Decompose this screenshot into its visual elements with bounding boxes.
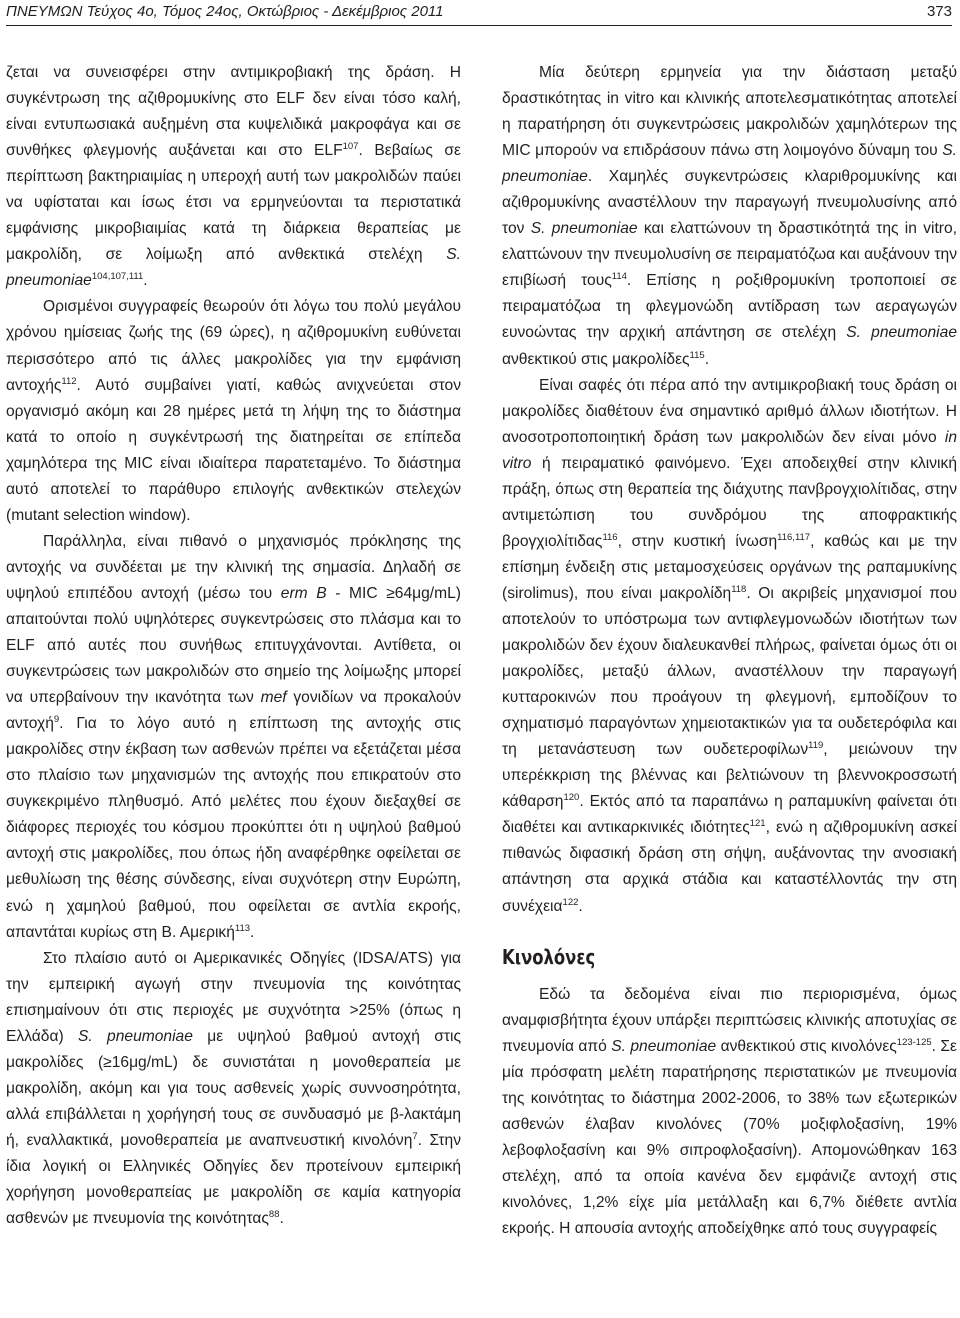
citation: 121: [749, 818, 766, 830]
paragraph: Ορισμένοι συγγραφείς θεωρούν ότι λόγω του πολύ μεγάλου χρόνου ημίσειας ζωής της (69 ώρες), η αζιθρομυκίνη ευθύνεται περισσότερο από τις άλλες μακρολίδες για την εμφάνιση αντοχής$^{112}$. Αυτό συμβαίνει γιατί, καθώς ανιχνεύεται στον οργανισμό ακόμη και 28 ημέρες μετά τη λήψη της το διάστημα κατά το οποίο η συγκέντρωσή της διατηρείται σε επίπεδα χαμηλότερα της MIC είναι ιδιαίτερα παρατεταμένο. Το διάστημα αυτό αποτελεί το παράθυρο επιλογής ανθεκτικών στελεχών (mutant selection window).: [6, 298, 461, 524]
organism-name: S. pneumoniae: [78, 1027, 193, 1045]
left-column: [6, 60, 461, 1232]
citation: 116: [602, 531, 618, 543]
organism-name: S. pneumoniae: [6, 246, 461, 290]
paragraph: Παράλληλα, είναι πιθανό ο μηχανισμός πρόκλησης της αντοχής να συνδέεται με την κλινική της σημασία. Δηλαδή σε υψηλού επιπέδου αντοχή (μέσω του erm B - MIC ≥64μg/mL) απαιτούνται πολύ υψηλότερες συγκεντρώσεις στο πλάσμα και το ELF από αυτές που συνήθως επιτυγχάνονται. Αντίθετα, οι συγκεντρώσεις των μακρολιδών στο σημείο της λοίμωξης μπορεί να υπερβαίνουν την ικανότητα των mef γονιδίων να προκαλούν αντοχή$^9$. Για το λόγο αυτό η επίπτωση της αντοχής στις μακρολίδες στην έκβαση των ασθενών πρέπει να εξετάζεται μέσα στο πλαίσιο των μηχανισμών της αντοχής που επικρατούν στο συγκεκριμένο πληθυσμό. Από μελέτες που έχουν διεξαχθεί σε διάφορες περιοχές του κόσμου προκύπτει ότι η υψηλού βαθμού αντοχή στις μακρολίδες, που όπως ήδη αναφέρθηκε οφείλεται σε μεθυλίωση της θέσης σύνδεσης, είναι συχνότερη στην Ευρώπη, ενώ η χαμηλού βαθμού, που οφείλεται σε αντλία εκροής, απαντάται κυρίως στη Β. Αμερική$^{113}$.: [6, 532, 461, 941]
citation: 119: [808, 740, 824, 752]
paragraph: Εδώ τα δεδομένα είναι πιο περιορισμένα, όμως αναμφισβήτητα έχουν υπάρξει περιπτώσεις κλινικής αποτυχίας σε πνευμονία από S. pneumoniae ανθεκτικού στις κινολόνες$^{123-125}$. Σε μία πρόσφατη μελέτη παρατήρησης περιστατικών με πνευμονία της κοινότητας το διάστημα 2002-2006, το 38% των εξωτερικών ασθενών έλαβαν κινολόνες (70% μοξιφλοξασίνη, 19% λεβοφλοξασίνη και 9% σιπροφλοξασίνη). Απομονώθηκαν 163 στελέχη, από τα οποία κανένα δεν εμφάνιζε αντοχή στις κινολόνες, 1,2% είχε μία μετάλλαξη και 6,7% διέθετε αντλία εκροής. Η απουσία αντοχής αποδείχθηκε από τους συγγραφείς: [502, 985, 957, 1237]
citation: 114: [611, 271, 627, 283]
running-header: [6, 0, 952, 26]
journal-title: ΠΝΕΥΜΩΝ Τεύχος 4ο, Τόμος 24ος, Οκτώβριος - Δεκέμβριος 2011: [6, 3, 444, 20]
page-number: 373: [926, 3, 952, 20]
citation: 7: [412, 1130, 418, 1142]
in-vitro-term: in vitro: [502, 428, 957, 472]
organism-name: S. pneumoniae: [502, 142, 957, 186]
citation: 88: [268, 1209, 280, 1221]
section-heading: Κινολόνες: [502, 944, 596, 969]
citation: 104,107,111: [91, 271, 144, 283]
citation: 107: [342, 141, 359, 153]
citation: 120: [563, 792, 580, 804]
citation: 112: [61, 375, 77, 387]
citation: 115: [689, 349, 705, 361]
citation: 9: [53, 714, 60, 726]
paragraph: Μία δεύτερη ερμηνεία για την διάσταση μεταξύ δραστικότητας in vitro και κλινικής αποτελεσματικότητας αποτελεί η παρατήρηση ότι συγκεντρώσεις μακρολιδών χαμηλότερων της MIC μπορούν να επιδράσουν πάνω στη λοιμογόνο δύναμη του S. pneumoniae. Χαμηλές συγκεντρώσεις κλαριθρομυκίνης και αζιθρομυκίνης αναστέλλουν την παραγωγή πνευμολυσίνης από τον S. pneumoniae και ελαττώνουν τη δραστικότητά της in vitro, ελαττώνουν την πνευμολυσίνη σε πειραματόζωα και αυξάνουν την επιβίωσή τους$^{114}$. Επίσης η ροξιθρομυκίνη τροποποιεί σε πειραματόζωα τη φλεγμονώδη αντίδραση των αεραγωγών ευνοώντας την αρχική απάντηση σε στελέχη S. pneumoniae ανθεκτικού στις μακρολίδες$^{115}$.: [502, 64, 957, 368]
header-rule: [6, 25, 952, 26]
paragraph: Στο πλαίσιο αυτό οι Αμερικανικές Οδηγίες (IDSA/ATS) για την εμπειρική αγωγή στην πνευμονία της κοινότητας επισημαίνουν ότι στις περιοχές με συχνότητα >25% (όπως η Ελλάδα) S. pneumoniae με υψηλού βαθμού αντοχή στις μακρολίδες (≥16μg/mL) δε συνιστάται η μονοθεραπεία με μακρολίδη, ακόμη και για τους ασθενείς χωρίς συννοσηρότητα, αλλά επιβάλλεται η χορήγησή τους σε συνδυασμό με β-λακτάμη ή, εναλλακτικά, μονοθεραπεία με αναπνευστική κινολόνη$^7$. Στην ίδια λογική οι Ελληνικές Οδηγίες δεν προτείνουν εμπειρική χορήγηση μονοθεραπείας με μακρολίδη σε καμία κατηγορία ασθενών με πνευμονία της κοινότητας$^{88}$.: [6, 949, 462, 1228]
paragraph: ζεται να συνεισφέρει στην αντιμικροβιακή της δράση. Η συγκέντρωση της αζιθρομυκίνης στο ELF δεν είναι τόσο καλή, είναι εντυπωσιακά αυξημένη στα κυψελιδικά μακροφάγα και σε συνθήκες φλεγμονής αυξάνεται και στο ELF$^{107}$. Βεβαίως σε περίπτωση βακτηριαιμίας η υπεροχή αυτή των μακρολιδών παύει να υφίσταται και ίσως έτσι να ερμηνεύονται τα περιστατικά εμφάνισης μικροβιαιμίας κατά τη διάρκεια θεραπείας με μακρολίδη, σε λοίμωξη από ανθεκτικά στελέχη S. pneumoniae$^{104,107,111}$.: [6, 64, 461, 290]
organism-name: S. pneumoniae: [530, 220, 638, 238]
gene-name: mef: [260, 689, 287, 707]
paragraph: Είναι σαφές ότι πέρα από την αντιμικροβιακή τους δράση οι μακρολίδες διαθέτουν ένα σημαντικό αριθμό άλλων ιδιοτήτων. Η ανοσοτροποποιητική δράση των μακρολιδών δεν είναι μόνο in vitro ή πειραματικό φαινόμενο. Έχει αποδειχθεί στην κλινική πράξη, όπως στη θεραπεία της διάχυτης πανβρογχιολίτιδας, στην αντιμετώπιση του συνδρόμου της αποφρακτικής βρογχιολίτιδας$^{116}$, στην κυστική ίνωση$^{116,117}$, καθώς και με την επίσημη ένδειξη στις μεταμοσχεύσεις οργάνων της ραπαμυκίνης (sirolimus), που είναι μακρολίδη$^{118}$. Οι ακριβείς μηχανισμοί που αποτελούν το υπόστρωμα των αντιφλεγμονωδών ιδιοτήτων των μακρολιδών δεν έχουν διαλευκανθεί πλήρως, φαίνεται όμως ότι οι μακρολίδες, μεταξύ άλλων, αναστέλλουν την παραγωγή κυτταροκινών που προάγουν τη φλεγμονή, εμποδίζουν το σχηματισμό παραγόντων χημειοτακτικών για τα ουδετερόφιλα και τη μετανάστευση των ουδετεροφίλων$^{119}$, μειώνουν την υπερέκκριση της βλέννας και βελτιώνουν τη βλεννοκροσσωτή κάθαρση$^{120}$. Εκτός από τα παραπάνω η ραπαμυκίνη φαίνεται ότι διαθέτει και αντικαρκινικές ιδιότητες$^{121}$, ενώ η αζιθρομυκίνη ασκεί πιθανώς διφασική δράση στη σήψη, αυξάνοντας την ανοσιακή απάντηση στα αρχικά στάδια και καταστέλλοντάς την στη συνέχεια$^{122}$.: [502, 376, 957, 915]
organism-name: S. pneumoniae: [846, 324, 957, 342]
citation: 122: [562, 896, 579, 908]
citation: 113: [234, 922, 251, 934]
citation: 118: [731, 583, 747, 595]
gene-name: erm B: [280, 584, 327, 602]
organism-name: S. pneumoniae: [611, 1037, 717, 1055]
citation: 123-125: [896, 1036, 932, 1048]
citation: 116,117: [777, 531, 811, 543]
right-column: [502, 60, 957, 1242]
